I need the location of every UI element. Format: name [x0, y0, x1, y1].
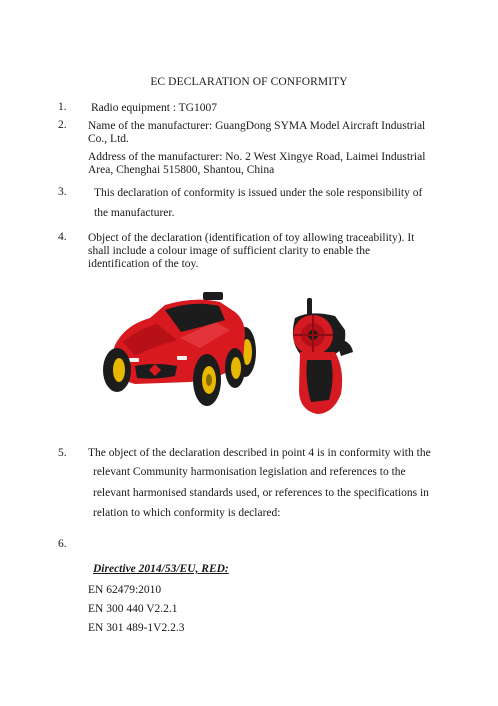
remote-controller-image	[293, 298, 353, 414]
standard-2: EN 300 440 V2.2.1	[88, 603, 178, 615]
standard-3: EN 301 489-1V2.2.3	[88, 622, 185, 634]
item-4-number: 4.	[58, 231, 67, 243]
item-3-line-1: This declaration of conformity is issued under the sole responsibility of	[94, 187, 423, 199]
item-5-line-3: relevant harmonised standards used, or references to the specifications in	[93, 487, 429, 499]
standard-1: EN 62479:2010	[88, 584, 162, 596]
item-3-line-2: the manufacturer.	[94, 207, 175, 219]
item-2-line-1: Name of the manufacturer: GuangDong SYMA Model Aircraft Industrial	[88, 120, 426, 132]
item-2-line-2: Co., Ltd.	[88, 133, 129, 145]
document-title: EC DECLARATION OF CONFORMITY	[150, 76, 348, 88]
rc-car-image	[103, 292, 256, 406]
item-2-address-2: Area, Chenghai 515800, Shantou, China	[88, 164, 275, 176]
item-5-line-1: The object of the declaration described in point 4 is in conformity with the	[88, 447, 431, 459]
item-1-text: Radio equipment : TG1007	[91, 102, 217, 114]
item-4-line-2: shall include a colour image of sufficient clarity to enable the	[88, 245, 371, 257]
toy-images	[95, 290, 365, 420]
item-2-number: 2.	[58, 119, 67, 131]
item-5-line-4: relation to which conformity is declared:	[93, 507, 281, 519]
item-4-line-1: Object of the declaration (identification of toy allowing traceability). It	[88, 232, 415, 244]
item-4-line-3: identification of the toy.	[88, 258, 199, 270]
item-2-address-1: Address of the manufacturer: No. 2 West Xingye Road, Laimei Industrial	[88, 151, 426, 163]
item-6-number: 6.	[58, 538, 67, 550]
item-3-number: 3.	[58, 186, 67, 198]
item-1-number: 1.	[58, 101, 67, 113]
item-5-number: 5.	[58, 447, 67, 459]
item-5-line-2: relevant Community harmonisation legislation and references to the	[93, 466, 406, 478]
directive-heading: Directive 2014/53/EU, RED:	[93, 563, 229, 575]
